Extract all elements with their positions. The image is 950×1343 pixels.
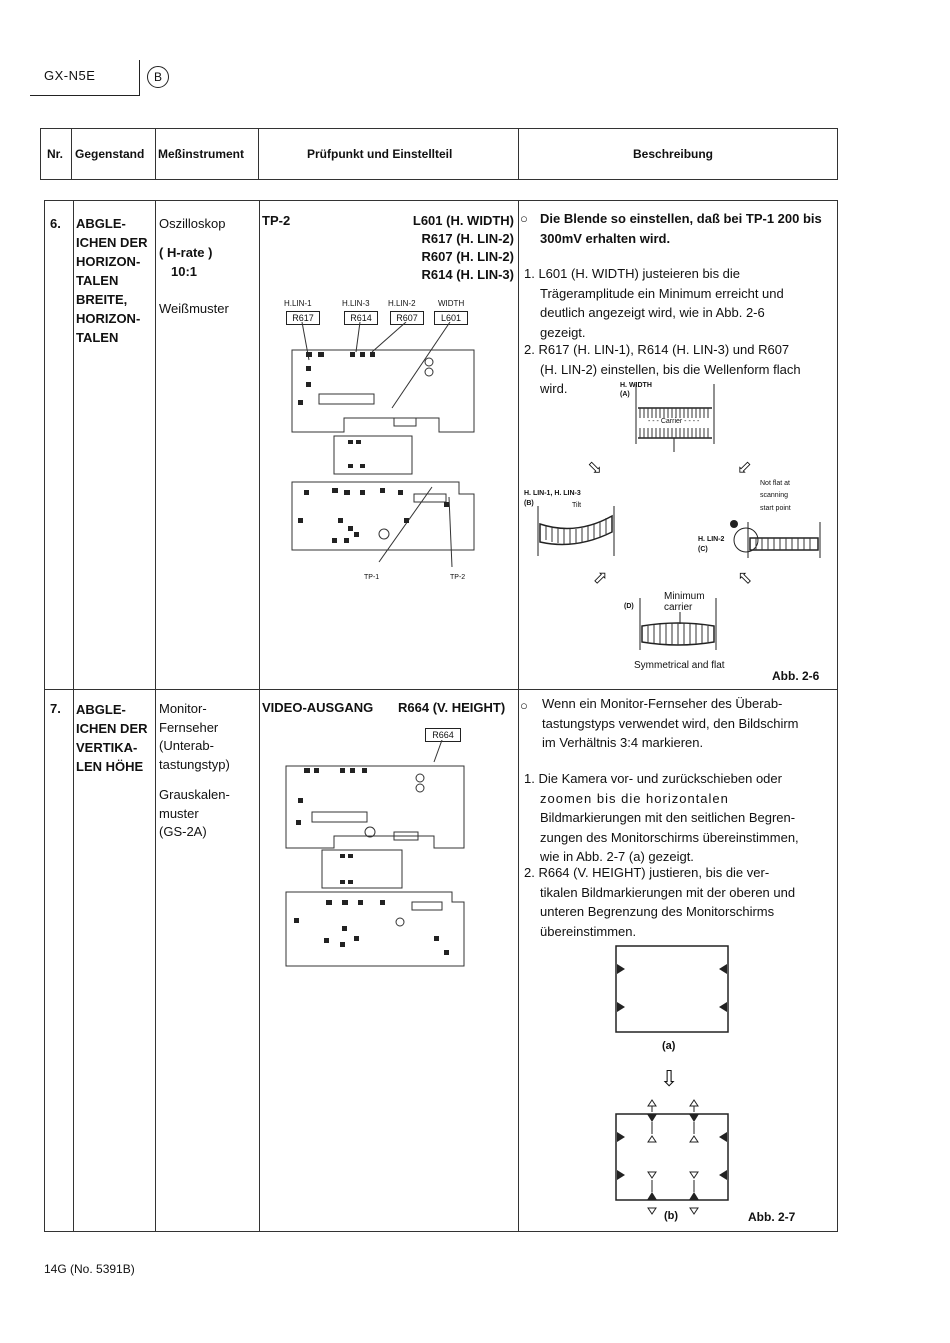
r607-box: R607 <box>390 311 424 325</box>
wave-label: (D) <box>624 603 634 610</box>
tilt-label: Tilt <box>572 502 582 509</box>
wave-note: scanning <box>760 492 789 499</box>
pcb-label: H.LIN-2 <box>388 299 416 308</box>
l601-box: L601 <box>434 311 468 325</box>
pcb-label: WIDTH <box>438 299 465 308</box>
r664-box: R664 <box>425 728 461 742</box>
page-footer: 14G (No. 5391B) <box>44 1262 135 1276</box>
arrow-icon: ⇧ <box>587 565 613 591</box>
pcb-diagram-2 <box>284 740 474 970</box>
pcb-diagram-1 <box>284 322 484 584</box>
row7-step2: 2. R664 (V. HEIGHT) justieren, bis die ver- tikalen Bildmarkierungen mit der oberen und unteren Begrenzung des Monitorschirms übereinstimmen. <box>524 865 796 939</box>
r614-box: R614 <box>344 311 378 325</box>
wave-note: Not flat at <box>760 480 790 487</box>
arrow-icon: ⇧ <box>732 565 758 591</box>
waveform-c <box>728 516 824 560</box>
tp1-label: TP-1 <box>364 574 380 581</box>
row6-item: ABGLE- ICHEN DER HORIZON- TALEN BREITE, HORIZON- TALEN <box>76 216 148 345</box>
row7-number: 7. <box>50 701 61 716</box>
divider <box>30 95 140 96</box>
waveform-b <box>536 506 618 558</box>
row6-instrument: Oszilloskop ( H-rate ) 10:1 Weißmuster <box>159 216 229 316</box>
col-description: Beschreibung <box>633 147 714 161</box>
wave-label: (B) <box>524 500 534 507</box>
col-testpoint: Prüfpunkt und Einstellteil <box>307 147 453 161</box>
carrier-label: - - - Carrier - - - - <box>648 418 700 425</box>
fig-b-label: (b) <box>664 1210 679 1222</box>
row6-step1: 1. L601 (H. WIDTH) justeieren bis die Trägeramplitude ein Minimum erreicht und deutlich angezeigt wird, wie in Abb. 2-6 gezeigt. <box>524 266 784 340</box>
wave-label: H. LIN-2 <box>698 536 725 543</box>
row6-adjusters: L601 (H. WIDTH) R617 (H. LIN-2) R607 (H. LIN-2) R614 (H. LIN-3) <box>412 213 514 282</box>
row7-testpoint: VIDEO-AUSGANG <box>262 700 374 715</box>
row6-testpoint: TP-2 <box>262 213 291 228</box>
bullet-icon: ○ <box>520 698 528 713</box>
fig-a-label: (a) <box>662 1040 676 1052</box>
col-instrument: Meßinstrument <box>158 147 245 161</box>
r617-box: R617 <box>286 311 320 325</box>
pcb-label: H.LIN-1 <box>284 299 312 308</box>
wave-label: H. LIN-1, H. LIN-3 <box>524 490 581 497</box>
bullet-icon: ○ <box>520 211 528 226</box>
row6-intro: Die Blende so einstellen, daß bei TP-1 200 bis 300mV erhalten wird. <box>540 211 822 246</box>
pcb-label: H.LIN-3 <box>342 299 370 308</box>
model-number: GX-N5E <box>44 68 96 83</box>
arrow-icon: ⇩ <box>731 455 757 481</box>
table-header <box>40 128 838 180</box>
row7-adjuster: R664 (V. HEIGHT) <box>398 700 506 715</box>
waveform-d <box>636 598 720 654</box>
col-item: Gegenstand <box>75 147 145 161</box>
wave-note: start point <box>760 505 791 512</box>
col-nr: Nr. <box>47 147 64 161</box>
monitor-figure-a <box>614 944 730 1036</box>
wave-note: Symmetrical and flat <box>634 660 725 671</box>
wave-label: (C) <box>698 546 708 553</box>
arrow-icon: ⇩ <box>582 455 608 481</box>
row7-item: ABGLE- ICHEN DER VERTIKA- LEN HÖHE <box>76 702 148 774</box>
wave-label: (A) <box>620 391 630 398</box>
arrow-down-icon: ⇩ <box>660 1066 679 1091</box>
row7-step1: 1. Die Kamera vor- und zurückschieben oder zoomen bis die horizontalen Bildmarkierungen mit den seitlichen Begren- zungen des Monitorschirms übereinstimmen, wie in Abb. 2-7 (a) gezeigt. <box>524 771 799 864</box>
tp2-label: TP-2 <box>450 574 466 581</box>
wave-label: H. WIDTH <box>620 382 652 389</box>
fig-2-7-label: Abb. 2-7 <box>748 1210 796 1224</box>
fig-2-6-label: Abb. 2-6 <box>772 669 820 683</box>
wave-note: carrier <box>664 602 693 613</box>
divider <box>139 60 140 96</box>
version-badge: B <box>147 66 169 88</box>
monitor-figure-b <box>614 1092 730 1224</box>
row6-step2: 2. R617 (H. LIN-1), R614 (H. LIN-3) und R607 (H. LIN-2) einstellen, bis die Wellenform flach wird. <box>524 342 801 396</box>
wave-note: Minimum <box>664 591 705 602</box>
row7-intro: Wenn ein Monitor-Fernseher des Überab- tastungstyps verwendet wird, den Bildschirm im Verhältnis 3:4 markieren. <box>542 696 799 750</box>
row7-instrument: Monitor- Fernseher (Unterab- tastungstyp) Grauskalen- muster (GS-2A) <box>159 701 230 839</box>
row6-number: 6. <box>50 216 61 231</box>
